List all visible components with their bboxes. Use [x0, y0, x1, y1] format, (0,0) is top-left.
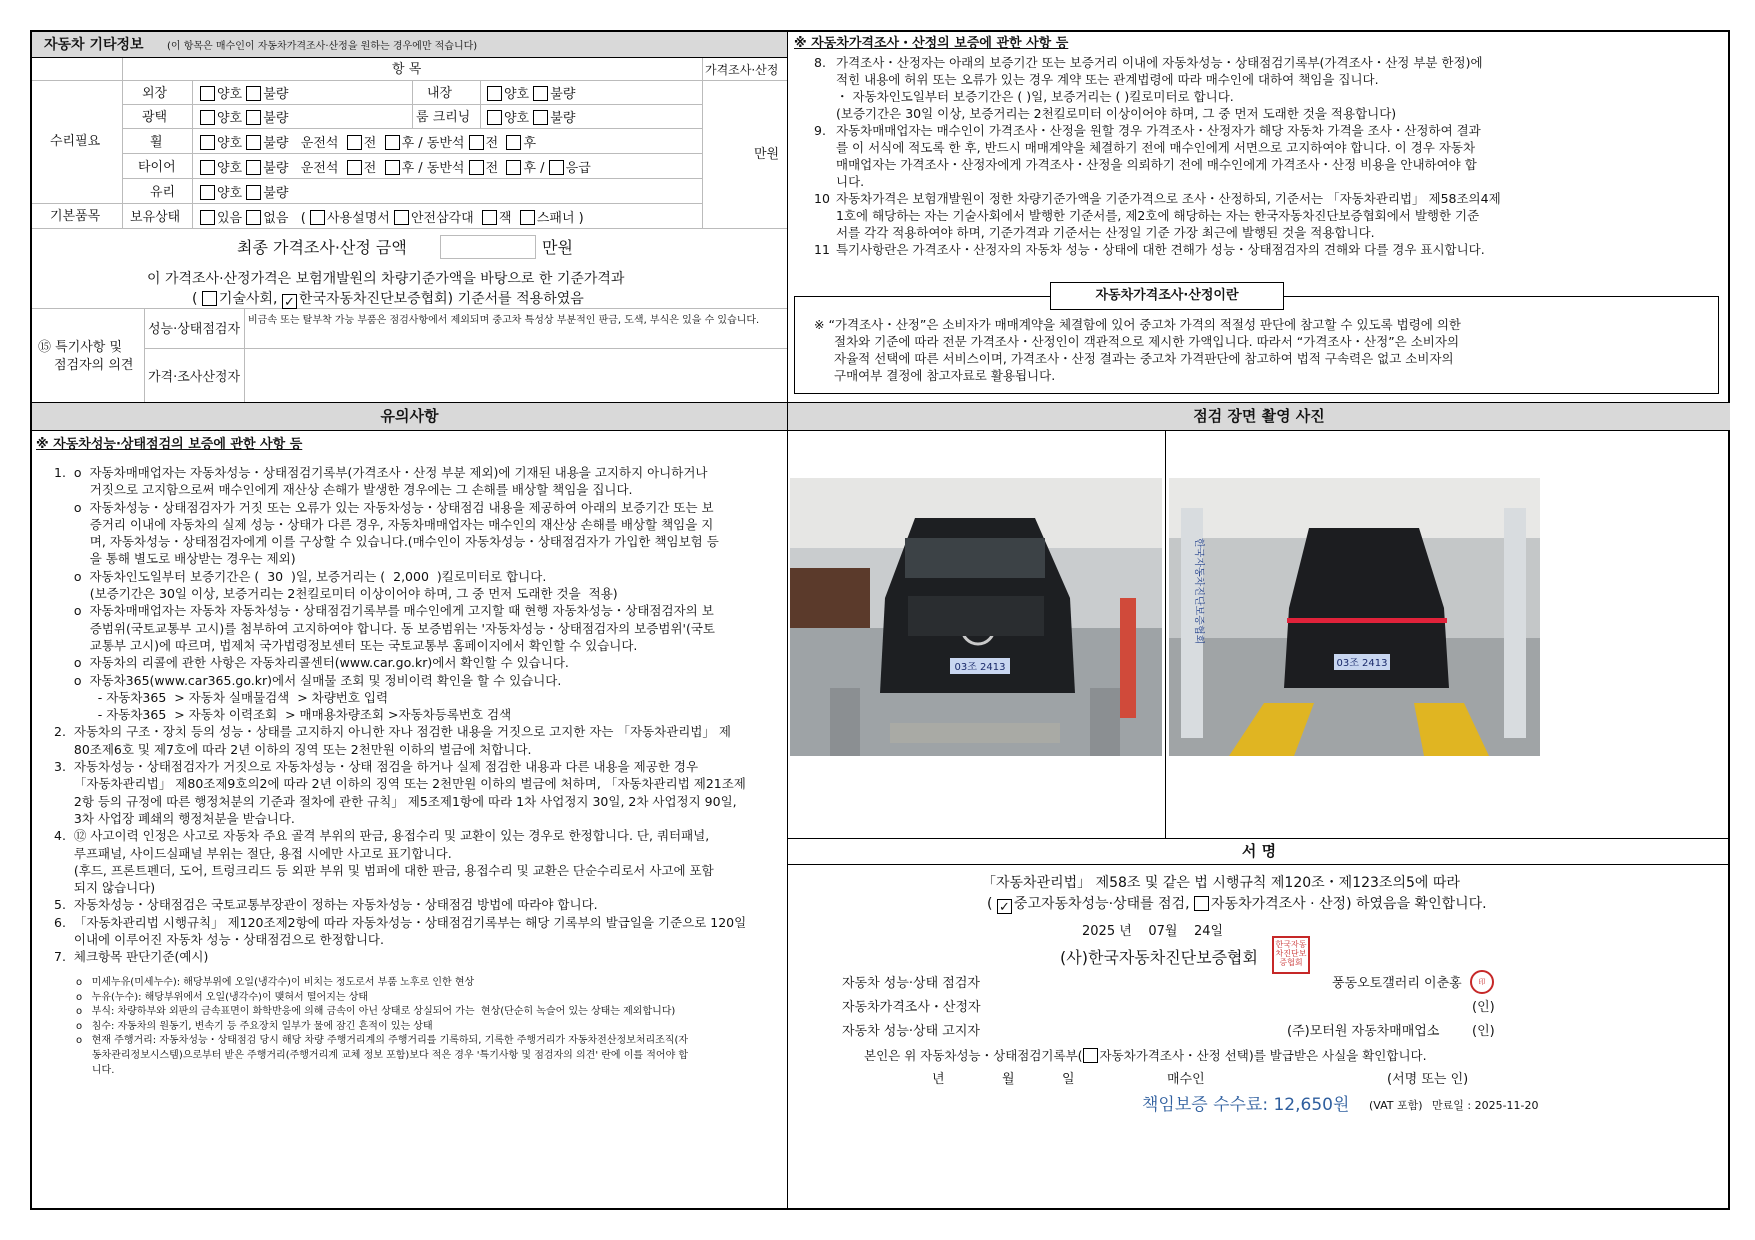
row-label-interior: 내장 — [427, 86, 453, 101]
criteria-line: o 부식: 차량하부와 외판의 금속표면이 화학반응에 의해 금속이 아닌 상태로 상실되어 가는 현상(단순히 녹슬어 있는 상태는 제외합니다) — [76, 1006, 676, 1018]
interior-bad-checkbox[interactable] — [533, 86, 548, 101]
notes-body — [54, 464, 784, 966]
notes-line: 80조제6호 및 제7호에 따라 2년 이하의 징역 또는 2천만원 이하의 벌금에 처합니다. — [54, 741, 532, 757]
final-price-unit: 만원 — [542, 238, 573, 257]
criteria-line: o 침수: 자동차의 원동기, 변속기 등 주요장치 일부가 물에 잠긴 흔적이 있는 상태 — [76, 1020, 433, 1032]
price-warranty-line — [814, 71, 1724, 88]
price-warranty-items — [814, 54, 1724, 258]
price-warranty-line — [814, 241, 1724, 258]
basis-line-1: 이 가격조사·산정가격은 보험개발원의 차량기준가액을 바탕으로 한 기준가격과 — [147, 271, 625, 287]
price-warranty-line-text: 자동차가격은 보험개발원이 정한 차량기준가액을 기준가격으로 조사・산정하되, 기준서는 「자동차관리법」 제58조의4제 — [836, 191, 1501, 206]
final-price-label: 최종 가격조사·산정 금액 — [237, 238, 407, 257]
inspector-note: 비금속 또는 탈부착 가능 부품은 점검사항에서 제외되며 중고차 특성상 부분적인 판금, 도색, 부식은 있을 수 있습니다. — [248, 315, 760, 326]
criteria-line: o 현재 주행거리: 자동차성능・상태점검 당시 해당 차량 주행거리계의 주행거리를 기록하되, 기록한 주행거리가 자동차전산정보처리조직(자 — [76, 1035, 689, 1047]
basis-association-checkbox[interactable]: ✓ — [282, 294, 297, 309]
price-warranty-line-text: 가격조사・산정자는 아래의 보증기간 또는 보증거리 이내에 자동차성능・상태점검기록부(가격조사・산정 부분 한정)에 — [836, 55, 1483, 70]
notes-line: o 자동차인도일부터 보증기간은 ( 30 )일, 보증거리는 ( 2,000 )킬로미터로 합니다. — [54, 568, 547, 584]
notes-header: 유의사항 — [380, 407, 439, 425]
signature-date: 2025 년 07월 24일 — [1082, 924, 1224, 939]
row-label-possession: 보유상태 — [130, 210, 181, 225]
criteria-line: 동차관리정보시스템)으로부터 받은 주행거리(주행거리계 교체 정보 포함)보다 적은 경우 '특기사항 및 점검자의 의견' 란에 이를 적어야 합 — [76, 1049, 689, 1061]
price-warranty-line-text: 자동차매매업자는 매수인이 가격조사・산정을 원할 경우 가격조사・산정자가 해당 자동차 가격을 조사・산정하여 결과 — [836, 123, 1481, 138]
notes-line: 2항 등의 규정에 따른 행정처분의 기준과 절차에 관한 규칙」 제5조제1항에 따라 1차 사업정지 30일, 2차 사업정지 90일, — [54, 793, 737, 809]
price-assessment-box-line: ※ “가격조사・산정”은 소비자가 매매계약을 체결함에 있어 중고차 가격의 적절성 판단에 참고할 수 있도록 법령에 의한 — [814, 317, 1462, 332]
notes-line: 「자동차관리법」 제80조제9호의2에 따라 2년 이하의 징역 또는 2천만원 이하의 벌금에 처하며, 「자동차관리법 제21조제 — [54, 776, 746, 792]
receipt-date-month: 월 — [1002, 1072, 1015, 1087]
notifier-row-sign: (인) — [1472, 1024, 1495, 1039]
notes-line: o 자동차365(www.car365.go.kr)에서 실매물 조회 및 정비이력 확인을 할 수 있습니다. — [54, 672, 562, 688]
price-assessment-box-title: 자동차가격조사·산정이란 — [1050, 282, 1284, 310]
notes-line: 3차 사업장 폐쇄의 행정처분을 받습니다. — [54, 810, 295, 826]
signature-header: 서 명 — [1241, 842, 1277, 860]
notes-line: 4. ⑫ 사고이력 인정은 사고로 자동차 주요 골격 부위의 판금, 용접수리 및 교환이 있는 경우로 한정합니다. 단, 쿼터패널, — [54, 828, 710, 844]
price-warranty-line-text: 특기사항란은 가격조사・산정자의 자동차 성능・상태에 대한 견해가 성능・상태점검자의 견해와 다를 경우 표시합니다. — [836, 242, 1485, 257]
price-warranty-line-text: ・ 자동차인도일부터 보증기간은 ( )일, 보증거리는 ( )킬로미터로 합니다. — [836, 89, 1234, 104]
svg-text:03조 2413: 03조 2413 — [954, 662, 1006, 673]
notifier-row-name: (주)모터원 자동차매매업소 — [1287, 1024, 1440, 1039]
tire-good-checkbox[interactable] — [200, 160, 215, 175]
glass-bad-checkbox[interactable] — [246, 185, 261, 200]
price-warranty-item-number: 11 — [814, 242, 830, 257]
tire-passenger-front-checkbox[interactable] — [469, 160, 484, 175]
price-warranty-line — [814, 156, 1724, 173]
special-notes-label-1: ⑮ 특기사항 및 — [38, 340, 123, 355]
row-label-glass: 유리 — [150, 185, 176, 200]
notes-line: (후드, 프론트펜더, 도어, 트렁크리드 등 외판 부위 및 범퍼에 대한 판금, 용접수리 및 교환은 단순수리로서 사고에 포함 — [54, 862, 714, 878]
glass-good-checkbox[interactable] — [200, 185, 215, 200]
triangle-checkbox[interactable] — [394, 210, 409, 225]
notes-line: o 자동차의 리콜에 관한 사항은 자동차리콜센터(www.car.go.kr)에서 확인할 수 있습니다. — [54, 655, 569, 671]
row-label-exterior: 외장 — [142, 86, 168, 101]
possession-have-checkbox[interactable] — [200, 210, 215, 225]
notes-line: - 자동차365 > 자동차 실매물검색 > 차량번호 입력 — [54, 689, 389, 705]
possession-none-checkbox[interactable] — [246, 210, 261, 225]
notes-line: 2. 자동차의 구조・장치 등의 성능・상태를 고지하지 아니한 자나 점검한 내용을 거짓으로 고지한 자는 「자동차관리법」 제 — [54, 724, 731, 740]
price-assessment-box-line: 자율적 선택에 따른 서비스이며, 가격조사・산정 결과는 중고차 가격판단에 참고하여 법적 구속력은 없고 소비자의 — [834, 351, 1454, 366]
row-label-gloss: 광택 — [142, 110, 168, 125]
price-warranty-line — [814, 224, 1724, 241]
repair-needed-label: 수리필요 — [50, 134, 101, 149]
notes-line: 을 통해 별도로 배상받는 경우는 제외) — [54, 551, 296, 567]
inspection-form-sheet: 자동차 기타정보 (이 항목은 매수인이 자동차가격조사·산정을 원하는 경우에만 적습니다) 항 목 가격조사·산정 수리필요 기본품목 만원 외장 양호 불량 내장 양호 불량 광택 양호 불량 룸 크리닝 양호 불량 휠 양호 불량 운전석 전 후 / 동반석 전 후 타이어 양호 불량 운전석 전 후 / 동반석 전 후 / 응급 유리 양호 불량 보유상태 있음 없음 ( 사용설명서 안전삼각대 잭 스패너 ) 최종 가격조사·산정 금액 만원 이 가격조사·산정가격은 보험개발원의 차량기준가액을 바탕으로 한 기준가격과 ( 기술사회, ✓ 한국자동차진단보증협회) 기준서를 적용하였음 ⑮ 특기사항 및 점검자의 의견 성능·상태점검자 비금속 또는 탈부착 가능 부품은 점검사항에서 제외되며 중고차 특성상 부분적인 판금, 도색, 부식은 있을 수 있습니다. 가격·조사산정자 ※ 자동차가격조사・산정의 보증에 관한 사항 등 8. 가격조사・산정자는 아래의 보증기간 또는 보증거리 이내에 자동차성능・상태점검기록부(가격조사・산정 부분 한정)에 적힌 내용에 허위 또는 오류가 있는 경우 계약 또는 관계법령에 따라 매수인에 대하여 책임을 집니다. ・ 자동차인도일부터 보증기간은 ( )일, 보증거리는 ( )킬로미터로 합니다. (보증기간은 30일 이상, 보증거리는 2천킬로미터 이상이어야 하며, 그 중 먼저 도래한 것을 적용합니다) 9. 자동차매매업자는 매수인이 가격조사・산정을 원할 경우 가격조사・산정자가 해당 자동차 가격을 조사・산정하여 결과 를 이 서식에 적도록 한 후, 반드시 매매계약을 체결하기 전에 매수인에게 서면으로 고지하여야 합니다. 이 경우 자동차 매매업자는 가격조사・산정자에게 가격조사・산정을 의뢰하기 전에 매수인에게 가격조사・산정 비용을 안내하여야 합 니다. 10 자동차가격은 보험개발원이 정한 차량기준가액을 기준가격으로 조사・산정하되, 기준서는 「자동차관리법」 제58조의4제 1호에 해당하는 자는 기술사회에서 발행한 기준서를, 제2호에 해당하는 자는 한국자동차진단보증협회에서 발행한 기준 서를 각각 적용하여야 하며, 기준가격과 기준서는 산정일 기준 가장 최근에 발행된 것을 적용합니다. 11 특기사항란은 가격조사・산정자의 자동차 성능・상태에 대한 견해가 성능・상태점검자의 견해와 다를 경우 표시합니다. 자동차가격조사·산정이란 ※ “가격조사・산정”은 소비자가 매매계약을 체결함에 있어 중고차 가격의 적절성 판단에 참고할 수 있도록 법령에 의한 절차와 기준에 따라 전문 가격조사・산정인이 객관적으로 제시한 가액입니다. 따라서 “가격조사・산정”은 소비자의 자율적 선택에 따른 서비스이며, 가격조사・산정 결과는 중고차 가격판단에 참고하여 법적 구속력은 없고 소비자의 구매여부 결정에 참고자료로 활용됩니다. 유의사항 점검 장면 촬영 사진 ※ 자동차성능·상태점검의 보증에 관한 사항 등 1. o 자동차매매업자는 자동차성능・상태점검기록부(가격조사・산정 부분 제외)에 기재된 내용을 고지하지 아니하거나 거짓으로 고지함으로써 매수인에게 재산상 손해가 발생한 경우에는 그 손해를 배상할 책임을 집니다. o 자동차성능・상태점검자가 거짓 또는 오류가 있는 자동차성능・상태점검 내용을 제공하여 아래의 보증기간 또는 보 증거리 이내에 자동차의 실제 성능・상태가 다른 경우, 자동차매매업자는 매수인의 재산상 손해를 배상할 책임을 지 며, 자동차성능・상태점검자에게 이를 구상할 수 있습니다.(매수인이 자동차성능・상태점검자가 가입한 책임보험 등 을 통해 별도로 배상받는 경우는 제외) o 자동차인도일부터 보증기간은 ( 30 )일, 보증거리는 ( 2,000 )킬로미터로 합니다. (보증기간은 30일 이상, 보증거리는 2천킬로미터 이상이어야 하며, 그 중 먼저 도래한 것을 적용) o 자동차매매업자는 자동차 자동차성능・상태점검기록부를 매수인에게 고지할 때 현행 자동차성능・상태점검자의 보 증범위(국토교통부 고시)를 첨부하여 고지하여야 합니다. 동 보증범위는 '자동차성능・상태점검자의 보증범위'(국토 교통부 고시)에 따르며, 법제처 국가법령정보센터 또는 국토교통부 홈페이지에서 확인할 수 있습니다. o 자동차의 리콜에 관한 사항은 자동차리콜센터(www.car.go.kr)에서 확인할 수 있습니다. o 자동차365(www.car365.go.kr)에서 실매물 조회 및 정비이력 확인을 할 수 있습니다. - 자동차365 > 자동차 실매물검색 > 차량번호 입력 - 자동차365 > 자동차 이력조회 > 매매용차량조회 >자동차등록번호 검색 2. 자동차의 구조・장치 등의 성능・상태를 고지하지 아니한 자나 점검한 내용을 거짓으로 고지한 자는 「자동차관리법」 제 80조제6호 및 제7호에 따라 2년 이하의 징역 또는 2천만원 이하의 벌금에 처합니다. 3. 자동차성능・상태점검자가 거짓으로 자동차성능・상태 점검을 하거나 실제 점검한 내용과 다른 내용을 제공한 경우 「자동차관리법」 제80조제9호의2에 따라 2년 이하의 징역 또는 2천만원 이하의 벌금에 처하며, 「자동차관리법 제21조제 2항 등의 규정에 따른 행정처분의 기준과 절차에 관한 규칙」 제5조제1항에 따라 1차 사업정지 30일, 2차 사업정지 90일, 3차 사업장 폐쇄의 행정처분을 받습니다. 4. ⑫ 사고이력 인정은 사고로 자동차 주요 골격 부위의 판금, 용접수리 및 교환이 있는 경우로 한정합니다. 단, 쿼터패널, 루프패널, 사이드실패널 부위는 절단, 용접 시에만 사고로 표기합니다. (후드, 프론트펜더, 도어, 트렁크리드 등 외판 부위 및 범퍼에 대한 판금, 용접수리 및 교환은 단순수리로서 사고에 포함 되지 않습니다) 5. 자동차성능・상태점검은 국토교통부장관이 정하는 자동차성능・상태점검 방법에 따라야 합니다. 6. 「자동차관리법 시행규칙」 제120조제2항에 따라 자동차성능・상태점검기록부는 해당 기록부의 발급일을 기준으로 120일 이내에 이루어진 자동차 성능・상태점검으로 한정합니다. 7. 체크항목 판단기준(예시) o 미세누유(미세누수): 해당부위에 오일(냉각수)이 비치는 정도로서 부품 노후로 인한 현상 o 누유(누수): 해당부위에서 오일(냉각수)이 맺혀서 떨어지는 상태 o 부식: 차량하부와 외판의 금속표면이 화학반응에 의해 금속이 아닌 상태로 상실되어 가는 현상(단순히 녹슬어 있는 상태는 제외합니다) o 침수: 자동차의 원동기, 변속기 등 주요장치 일부가 물에 잠긴 흔적이 있는 상태 o 현재 주행거리: 자동차성능・상태점검 당시 해당 차량 주행거리계의 주행거리를 기록하되, 기록한 주행거리가 자동차전산정보처리조직(자 동차관리정보시스템)으로부터 받은 주행거리(주행거리계 교체 정보 포함)보다 적은 경우 '특기사항 및 점검자의 의견' 란에 이를 적어야 합 니다. 03조 2413 한국자동차진단보증협회 03조 2413 서 명 「자동차관리법」 제58조 및 같은 법 시행규칙 제120조・제123조의5에 따라 ( ✓ 중고자동차성능·상태를 점검, 자동차가격조사 · 산정) 하였음을 확인합니다. 2025 년 07월 24일 (사)한국자동차진단보증협회 한국자동차진단보증협회 자동차 성능·상태 점검자 풍동오토갤러리 이춘홍 印 자동차가격조사・산정자 (인) 자동차 성능·상태 고지자 (주)모터원 자동차매매업소 (인) 본인은 위 자동차성능・상태점검기록부( 자동차가격조사・산정 선택)를 발급받은 사실을 확인합니다. 년 월 일 매수인 (서명 또는 인) 책임보증 수수료: 12,650원 (VAT 포함) 만료일 : 2025-11-20 — [30, 30, 1730, 1210]
confirm-inspection-checkbox[interactable]: ✓ — [997, 899, 1012, 914]
tire-emergency-checkbox[interactable] — [549, 160, 564, 175]
notes-line: 5. 자동차성능・상태점검은 국토교통부장관이 정하는 자동차성능・상태점검 방법에 따라야 합니다. — [54, 897, 598, 913]
photos-header: 점검 장면 촬영 사진 — [1193, 407, 1325, 425]
inspector-seal-icon: 印 — [1470, 970, 1494, 994]
wheel-bad-checkbox[interactable] — [246, 135, 261, 150]
price-warranty-line — [814, 173, 1724, 190]
notifier-row-label: 자동차 성능·상태 고지자 — [842, 1024, 980, 1039]
room-cleaning-bad-checkbox[interactable] — [533, 110, 548, 125]
wheel-passenger-front-checkbox[interactable] — [469, 135, 484, 150]
manual-checkbox[interactable] — [310, 210, 325, 225]
notes-line: (보증기간은 30일 이상, 보증거리는 2천킬로미터 이상이어야 하며, 그 중 먼저 도래한 것을 적용) — [54, 586, 618, 602]
price-row-sign: (인) — [1472, 1000, 1495, 1015]
basis-tech-society-checkbox[interactable] — [202, 291, 217, 306]
buyer-sign: (서명 또는 인) — [1387, 1072, 1469, 1087]
price-row-label: 자동차가격조사・산정자 — [842, 1000, 981, 1015]
receipt-date-year: 년 — [932, 1072, 945, 1087]
notes-line: 며, 자동차성능・상태점검자에게 이를 구상할 수 있습니다.(매수인이 자동차성능・상태점검자가 가입한 책임보험 등 — [54, 534, 719, 550]
center-divider — [787, 32, 788, 1210]
confirm-price-checkbox[interactable] — [1194, 896, 1209, 911]
price-warranty-line — [814, 88, 1724, 105]
buyer-label: 매수인 — [1167, 1072, 1205, 1087]
row-label-tire: 타이어 — [138, 160, 176, 175]
notes-line: 되지 않습니다) — [54, 880, 156, 896]
price-assessment-box-text — [814, 316, 1714, 384]
svg-text:한국자동차진단보증협회: 한국자동차진단보증협회 — [1193, 538, 1204, 645]
row-label-room-cleaning: 룸 크리닝 — [416, 110, 471, 125]
association-seal: 한국자동차진단보증협회 — [1272, 936, 1310, 974]
notes-line: 증범위(국토교통부 고시)를 첨부하여 고지하여야 합니다. 동 보증범위는 '자동차성능・상태점검자의 보증범위'(국토 — [54, 620, 715, 636]
inspector-row-label: 자동차 성능·상태 점검자 — [842, 976, 980, 991]
warranty-fee: 책임보증 수수료: 12,650원 — [1142, 1095, 1350, 1115]
notes-line: 루프패널, 사이드실패널 부위는 절단, 용접 시에만 사고로 표기합니다. — [54, 845, 452, 861]
rear-inspection-photo — [1169, 478, 1540, 756]
jack-checkbox[interactable] — [482, 210, 497, 225]
notes-line: 증거리 이내에 자동차의 실제 성능・상태가 다른 경우, 자동차매매업자는 매수인의 재산상 손해를 배상할 책임을 지 — [54, 516, 714, 532]
signature-law-line: 「자동차관리법」 제58조 및 같은 법 시행규칙 제120조・제123조의5에 따라 — [982, 875, 1460, 891]
wheel-driver-front-checkbox[interactable] — [347, 135, 362, 150]
tire-driver-front-checkbox[interactable] — [347, 160, 362, 175]
gloss-good-checkbox[interactable] — [200, 110, 215, 125]
tire-driver-rear-checkbox[interactable] — [385, 160, 400, 175]
price-warranty-line-text: (보증기간은 30일 이상, 보증거리는 2천킬로미터 이상이어야 하며, 그 중 먼저 도래한 것을 적용합니다) — [836, 106, 1397, 121]
final-price-input[interactable] — [440, 235, 536, 259]
spanner-checkbox[interactable] — [520, 210, 535, 225]
price-assessment-box-line: 절차와 기준에 따라 전문 가격조사・산정인이 객관적으로 제시한 가액입니다. 따라서 “가격조사・산정”은 소비자의 — [834, 334, 1460, 349]
price-warranty-line-text: 니다. — [836, 174, 865, 189]
gloss-bad-checkbox[interactable] — [246, 110, 261, 125]
price-assessor-label: 가격·조사산정자 — [148, 370, 241, 385]
price-warranty-line-text: 매매업자는 가격조사・산정자에게 가격조사・산정을 의뢰하기 전에 매수인에게 가격조사・산정 비용을 안내하여야 합 — [836, 157, 1477, 172]
col-price-header: 가격조사·산정 — [705, 63, 779, 77]
price-warranty-line-text: 1호에 해당하는 자는 기술사회에서 발행한 기준서를, 제2호에 해당하는 자는 한국자동차진단보증협회에서 발행한 기준 — [836, 208, 1480, 223]
price-unit-won: 만원 — [754, 147, 780, 162]
criteria-line: o 미세누유(미세누수): 해당부위에 오일(냉각수)이 비치는 정도로서 부품 노후로 인한 현상 — [76, 977, 475, 988]
notes-title: ※ 자동차성능·상태점검의 보증에 관한 사항 등 — [36, 437, 303, 452]
header-bar-divider — [32, 430, 1730, 431]
wheel-good-checkbox[interactable] — [200, 135, 215, 150]
price-warranty-line — [814, 54, 1724, 71]
warranty-expiry: 만료일 : 2025-11-20 — [1432, 1099, 1539, 1112]
col-item-header: 항 목 — [392, 62, 422, 77]
check-criteria — [76, 976, 784, 1078]
notes-line: 거짓으로 고지함으로써 매수인에게 재산상 손해가 발생한 경우에는 그 손해를 배상할 책임을 집니다. — [54, 482, 633, 498]
price-warranty-item-number: 8. — [814, 55, 826, 70]
price-warranty-item-number: 9. — [814, 123, 826, 138]
row-label-wheel: 휠 — [150, 135, 163, 150]
exterior-bad-checkbox[interactable] — [246, 86, 261, 101]
exterior-good-checkbox[interactable] — [200, 86, 215, 101]
criteria-line: 니다. — [76, 1064, 115, 1076]
price-warranty-line — [814, 139, 1724, 156]
basic-items-label: 기본품목 — [50, 209, 101, 224]
price-warranty-item-number: 10 — [814, 191, 830, 206]
price-warranty-line-text: 를 이 서식에 적도록 한 후, 반드시 매매계약을 체결하기 전에 매수인에게 서면으로 고지하여야 합니다. 이 경우 자동차 — [836, 140, 1476, 155]
room-cleaning-good-checkbox[interactable] — [487, 110, 502, 125]
front-inspection-photo — [790, 478, 1162, 756]
criteria-line: o 누유(누수): 해당부위에서 오일(냉각수)이 맺혀서 떨어지는 상태 — [76, 991, 369, 1003]
association-name: (사)한국자동차진단보증협회 — [1060, 948, 1258, 967]
wheel-driver-rear-checkbox[interactable] — [385, 135, 400, 150]
other-info-title: 자동차 기타정보 — [44, 37, 144, 53]
notes-line: o 자동차성능・상태점검자가 거짓 또는 오류가 있는 자동차성능・상태점검 내용을 제공하여 아래의 보증기간 또는 보 — [54, 499, 714, 515]
notes-line: 이내에 이루어진 자동차 성능・상태점검으로 한정합니다. — [54, 932, 384, 948]
price-warranty-line — [814, 190, 1724, 207]
notes-line: 교통부 고시)에 따르며, 법제처 국가법령정보센터 또는 국토교통부 홈페이지에서 확인할 수 있습니다. — [54, 637, 638, 653]
notes-line: 7. 체크항목 판단기준(예시) — [54, 949, 209, 965]
price-warranty-line — [814, 207, 1724, 224]
warranty-fee-vat: (VAT 포함) — [1369, 1099, 1423, 1112]
svg-text:03조 2413: 03조 2413 — [1336, 658, 1388, 669]
tire-passenger-rear-checkbox[interactable] — [506, 160, 521, 175]
price-warranty-line — [814, 122, 1724, 139]
wheel-passenger-rear-checkbox[interactable] — [506, 135, 521, 150]
notes-line: 6. 「자동차관리법 시행규칙」 제120조제2항에 따라 자동차성능・상태점검기록부는 해당 기록부의 발급일을 기준으로 120일 — [54, 914, 747, 930]
price-warranty-line-text: 서를 각각 적용하여야 하며, 기준가격과 기준서는 산정일 기준 가장 최근에 발행된 것을 적용합니다. — [836, 225, 1375, 240]
other-info-subtitle: (이 항목은 매수인이 자동차가격조사·산정을 원하는 경우에만 적습니다) — [167, 41, 478, 52]
price-warranty-title: ※ 자동차가격조사・산정의 보증에 관한 사항 등 — [794, 36, 1069, 51]
inspector-label: 성능·상태점검자 — [148, 322, 241, 337]
tire-bad-checkbox[interactable] — [246, 160, 261, 175]
receipt-price-checkbox[interactable] — [1083, 1048, 1098, 1063]
special-notes-label-2: 점검자의 의견 — [54, 358, 134, 373]
price-assessment-box-line: 구매여부 결정에 참고자료로 활용됩니다. — [834, 368, 1056, 383]
notes-line: o 자동차매매업자는 자동차 자동차성능・상태점검기록부를 매수인에게 고지할 때 현행 자동차성능・상태점검자의 보 — [54, 603, 714, 619]
notes-line: 1. o 자동차매매업자는 자동차성능・상태점검기록부(가격조사・산정 부분 제외)에 기재된 내용을 고지하지 아니하거나 — [54, 465, 708, 480]
notes-line: - 자동차365 > 자동차 이력조회 > 매매용차량조회 >자동차등록번호 검색 — [54, 707, 512, 723]
notes-line: 3. 자동차성능・상태점검자가 거짓으로 자동차성능・상태 점검을 하거나 실제 점검한 내용과 다른 내용을 제공한 경우 — [54, 759, 699, 775]
receipt-date-day: 일 — [1062, 1072, 1075, 1087]
price-warranty-line-text: 적힌 내용에 허위 또는 오류가 있는 경우 계약 또는 관계법령에 따라 매수인에 대하여 책임을 집니다. — [836, 72, 1379, 87]
inspector-row-name: 풍동오토갤러리 이춘홍 — [1332, 976, 1462, 991]
interior-good-checkbox[interactable] — [487, 86, 502, 101]
price-warranty-line — [814, 105, 1724, 122]
